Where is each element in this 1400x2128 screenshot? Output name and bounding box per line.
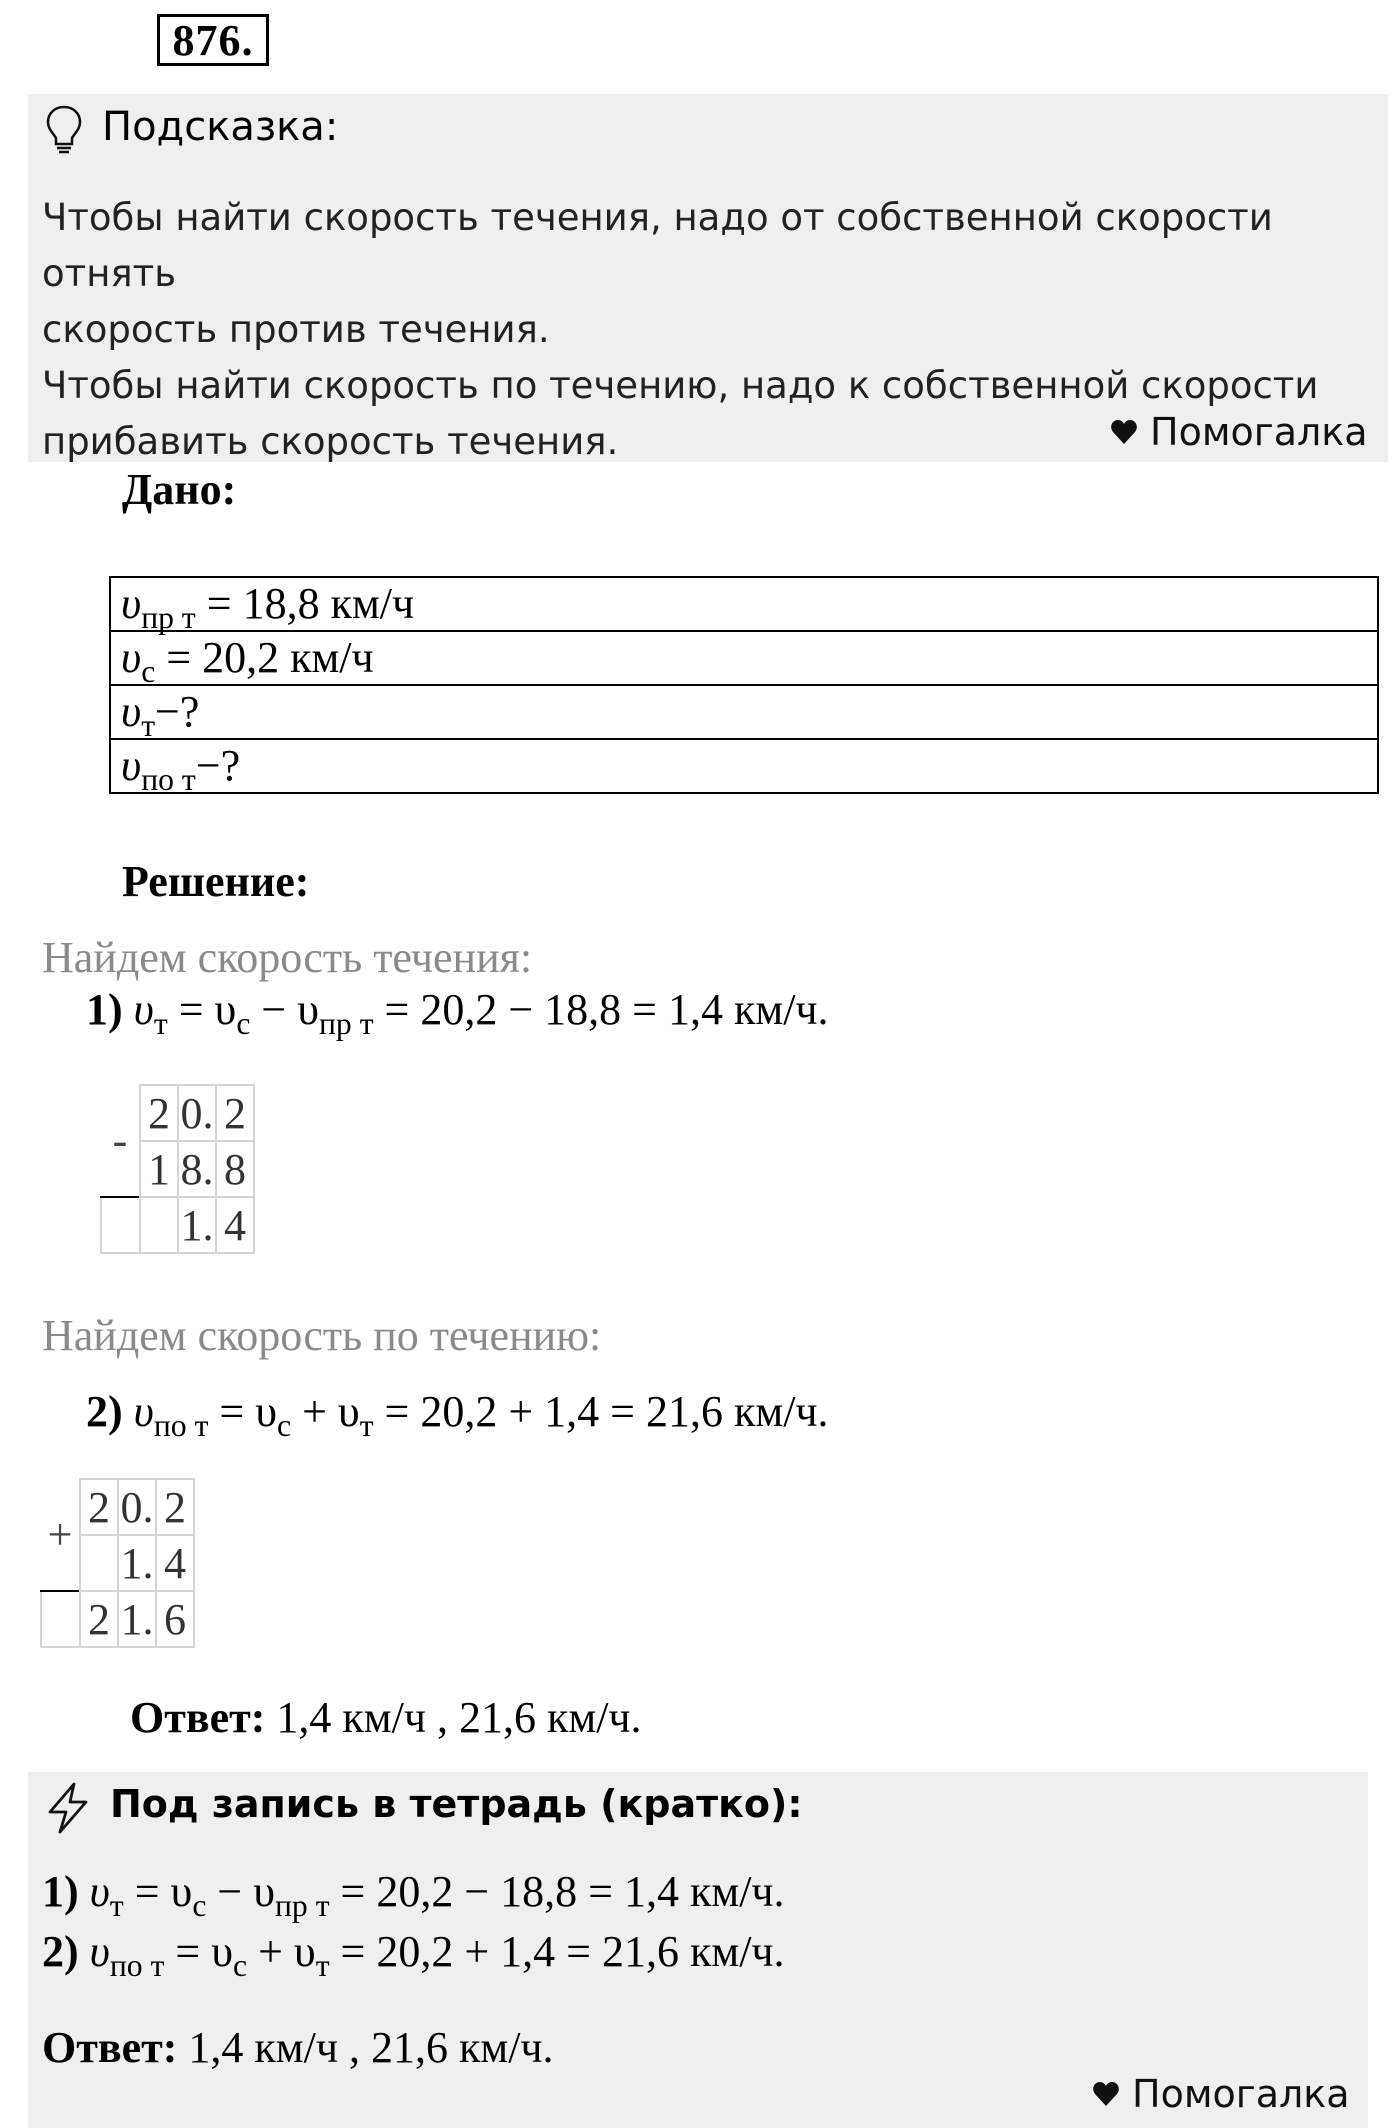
notebook-line-2: 2) $\upsilon_{по т} = \upsilon_с + \upsilon_т = 20,2 + 1,4 = 21,6$ км/ч. — [42, 1927, 785, 1984]
minus-sign: - — [112, 1116, 128, 1165]
given-table — [109, 576, 1379, 798]
step2-intro: Найдем скорость по течению: — [42, 1311, 602, 1360]
step2-equation: 2) $\upsilon_{по т} = \upsilon_с + \upsilon_т = 20,2 + 1,4 = 21,6$ км/ч. — [86, 1387, 829, 1444]
step1-intro: Найдем скорость течения: — [42, 933, 533, 982]
subtraction-column: - 2 0. 2 1 8. 8 1. 4 — [100, 1084, 255, 1254]
given-row: $\upsilon_с = 20,2$ км/ч — [110, 631, 1378, 685]
plus-sign: + — [47, 1510, 73, 1559]
notebook-answer: Ответ: 1,4 км/ч , 21,6 км/ч. — [42, 2023, 554, 2072]
hint-line: Чтобы найти скорость по течению, надо к собственной скорости — [42, 364, 1319, 407]
lightning-icon — [42, 1780, 94, 1836]
given-row: $\upsilon_т-$? — [110, 685, 1378, 739]
step1-equation: 1) $\upsilon_т = \upsilon_с - \upsilon_{пр т} = 20,2 - 18,8 = 1,4$ км/ч. — [86, 985, 829, 1042]
notebook-line-1: 1) $\upsilon_т = \upsilon_с - \upsilon_{пр т} = 20,2 - 18,8 = 1,4$ км/ч. — [42, 1867, 785, 1924]
notebook-title: Под запись в тетрадь (кратко): — [110, 1782, 803, 1826]
addition-column: + 2 0. 2 1. 4 2 1. 6 — [40, 1478, 195, 1648]
brand-link-bottom[interactable] — [1092, 2072, 1350, 2116]
brand-label: Помогалка — [1132, 2072, 1350, 2116]
heart-icon — [1092, 2081, 1120, 2107]
brand-link[interactable] — [1110, 410, 1368, 454]
hint-title: Подсказка: — [102, 104, 339, 150]
hint-line: скорость против течения. — [42, 308, 550, 351]
given-row: $\upsilon_{по т}-$? — [110, 739, 1378, 793]
hint-line: Чтобы найти скорость течения, надо от собственной скорости отнять — [42, 196, 1273, 295]
problem-number: 876. — [157, 14, 269, 66]
lightbulb-icon — [44, 104, 84, 156]
solution-heading: Решение: — [122, 857, 310, 906]
hint-line: прибавить скорость течения. — [42, 420, 619, 463]
brand-label: Помогалка — [1150, 410, 1368, 454]
given-row: $\upsilon_{пр т} = 18,8$ км/ч — [110, 577, 1378, 631]
answer: Ответ: 1,4 км/ч , 21,6 км/ч. — [130, 1693, 642, 1742]
given-heading: Дано: — [122, 465, 237, 514]
heart-icon — [1110, 419, 1138, 445]
